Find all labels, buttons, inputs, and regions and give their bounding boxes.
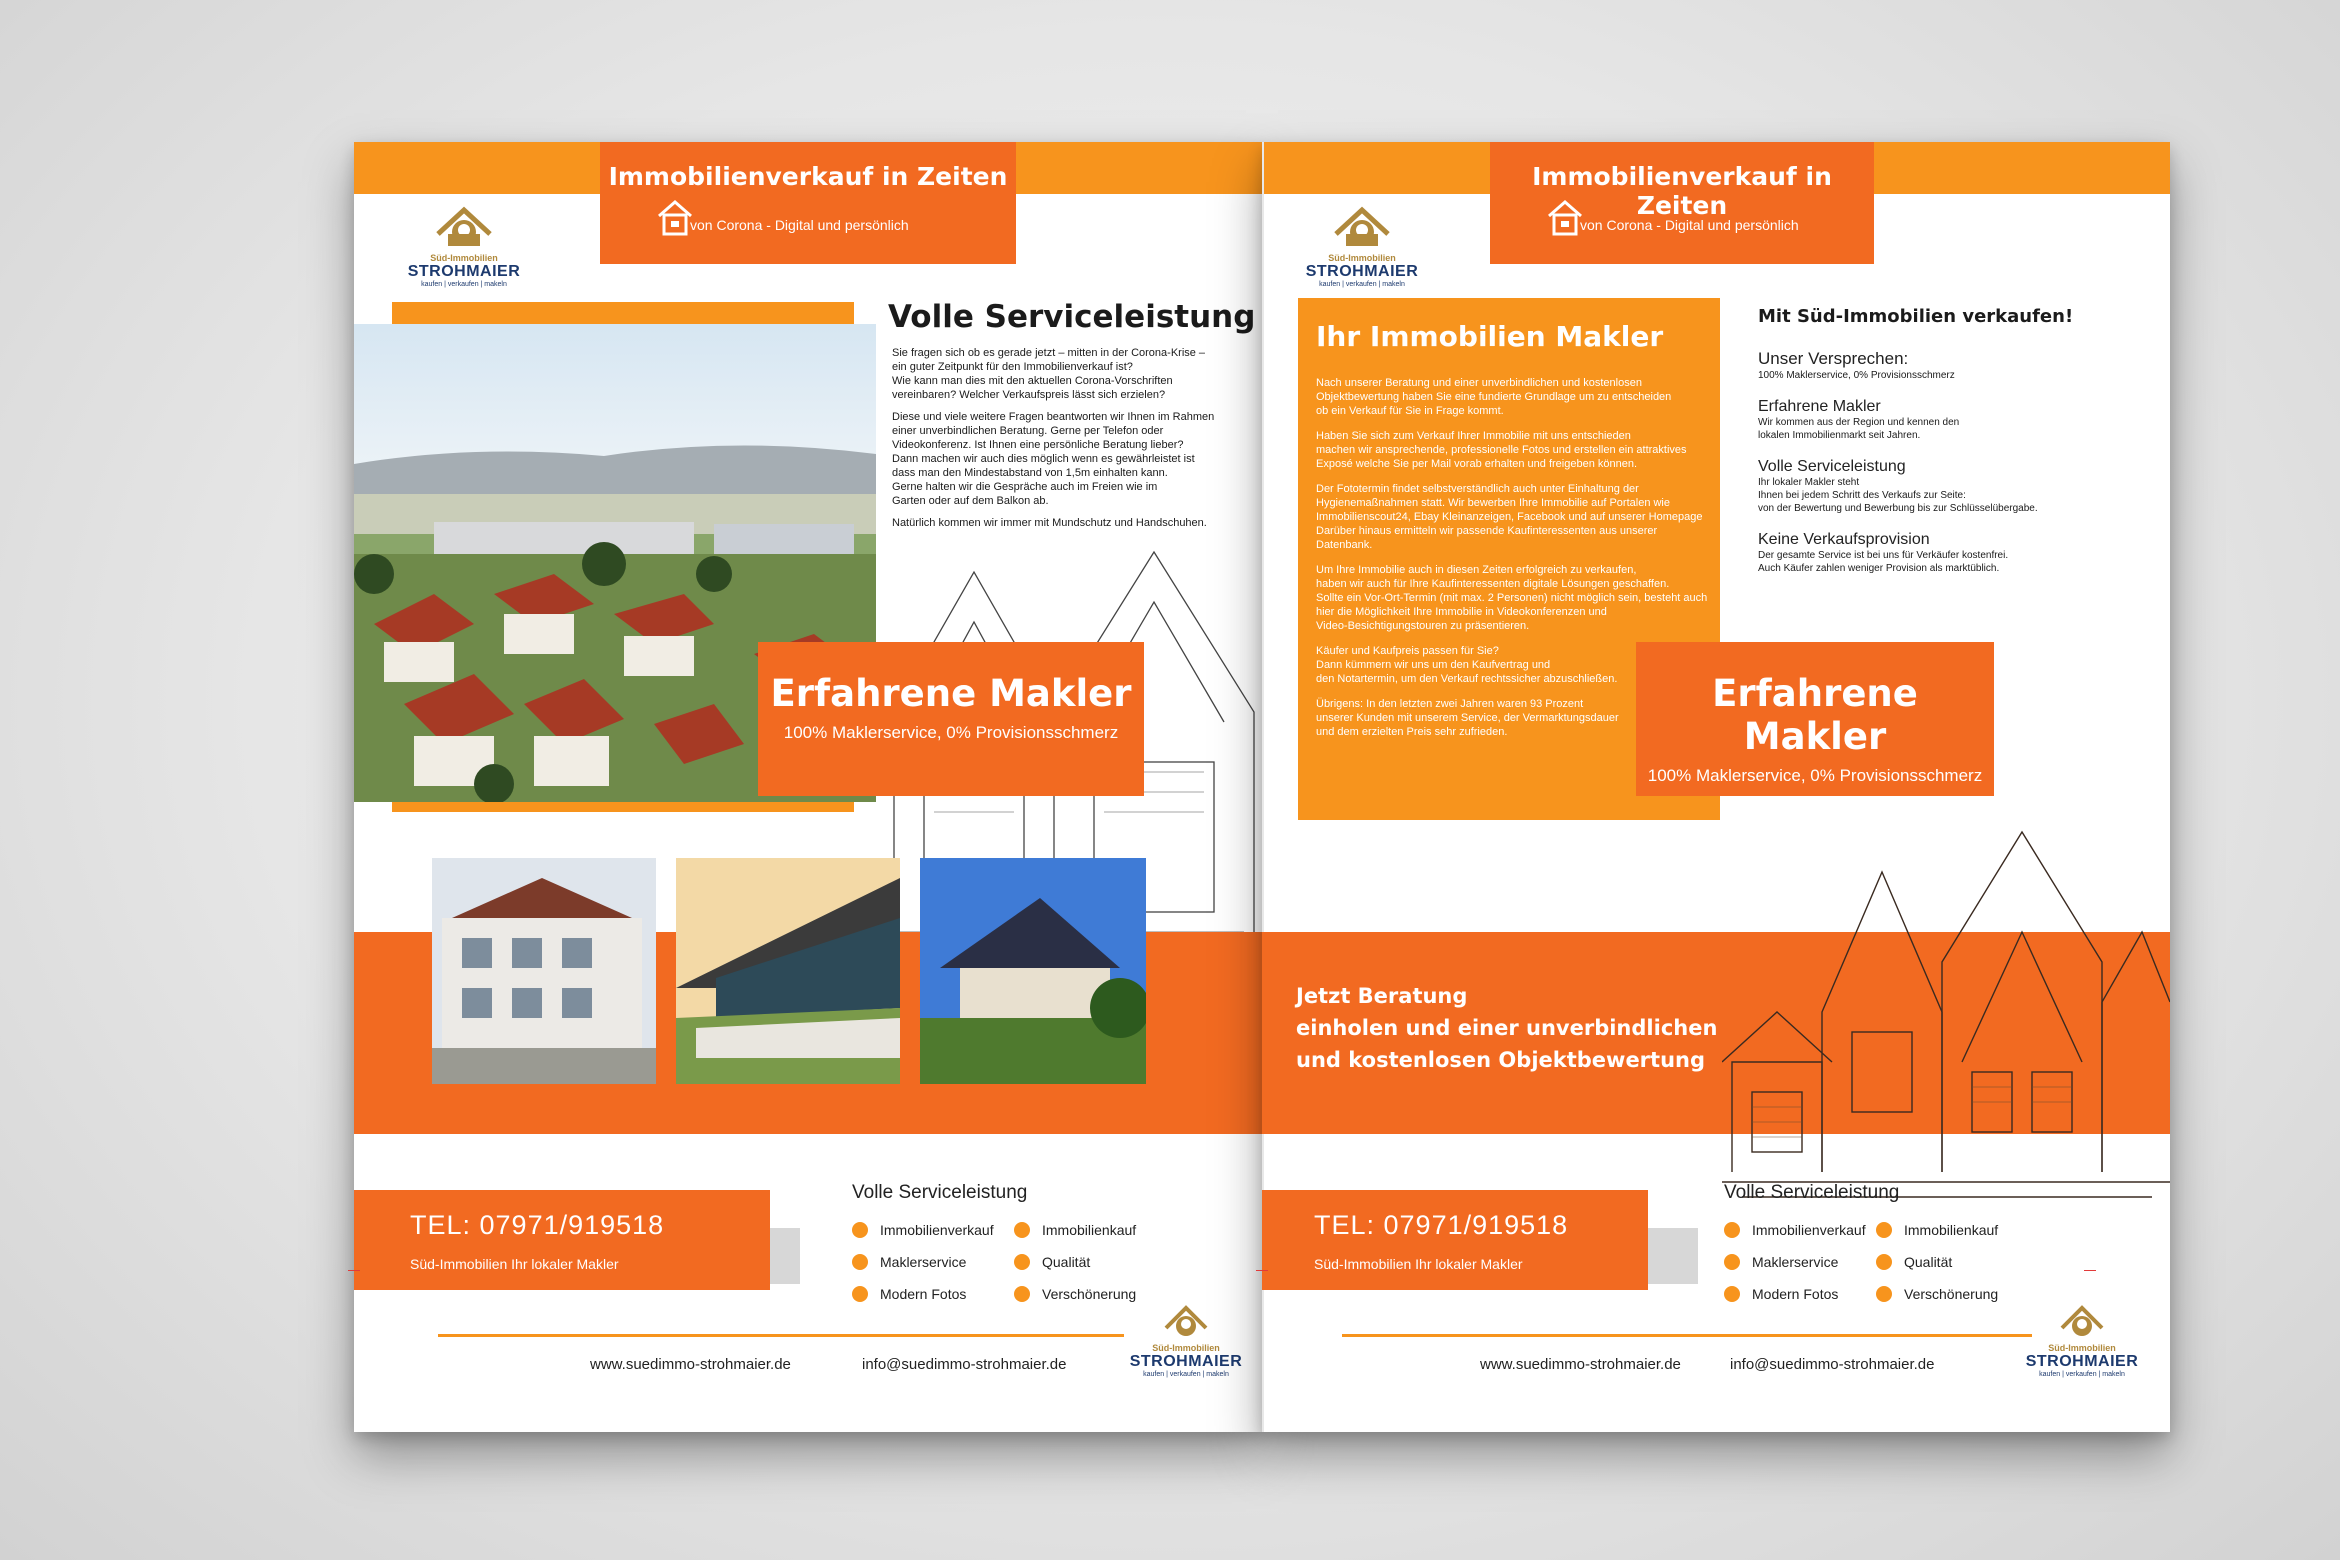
bullet-icon	[1014, 1222, 1030, 1238]
service-item: Verschönerung	[1014, 1284, 1174, 1304]
benefits-heading: Mit Süd-Immobilien verkaufen!	[1758, 306, 2074, 327]
service-item: Immobilienverkauf	[1724, 1220, 1874, 1240]
website-link[interactable]: www.suedimmo-strohmaier.de	[590, 1356, 791, 1373]
website-link[interactable]: www.suedimmo-strohmaier.de	[1480, 1356, 1681, 1373]
flyer-page-left	[354, 142, 1262, 1432]
service-item: Verschönerung	[1876, 1284, 2036, 1304]
bullet-icon	[1014, 1254, 1030, 1270]
logo-tagline: kaufen | verkaufen | makeln	[2039, 1371, 2125, 1378]
phone-subtitle: Süd-Immobilien Ihr lokaler Makler	[1314, 1256, 1523, 1272]
service-item: Modern Fotos	[852, 1284, 1012, 1304]
house-photo-3	[920, 858, 1146, 1084]
info-paragraph-1: Nach unserer Beratung und einer unverbindlichen und kostenlosen Objektbewertung haben Sie eine fundierte Grundlage um zu entscheiden ob ein Verkauf für Sie in Frage kommt.	[1316, 377, 1672, 417]
benefit-title: Keine Verkaufsprovision	[1758, 531, 1930, 548]
makler-subtitle: 100% Maklerservice, 0% Provisionsschmerz	[1647, 766, 1983, 785]
flyer-page-right	[1262, 142, 2170, 1432]
house-photo-2	[676, 858, 900, 1084]
email-link[interactable]: info@suedimmo-strohmaier.de	[862, 1356, 1067, 1373]
house-icon	[656, 198, 694, 238]
service-item: Immobilienkauf	[1014, 1220, 1174, 1240]
bullet-icon	[1724, 1254, 1740, 1270]
header-box	[1490, 142, 1874, 264]
bullet-icon	[1724, 1286, 1740, 1302]
logo-small-text: Süd-Immobilien	[430, 253, 498, 263]
intro-paragraph-1: Sie fragen sich ob es gerade jetzt – mitten in der Corona-Krise – ein guter Zeitpunkt für den Immobilienverkauf ist? Wie kann man dies mit den aktuellen Corona-Vorschriften vereinbaren? Welcher Verkaufspreis lässt sich erzielen?	[892, 347, 1206, 401]
house-sketch	[1722, 812, 2170, 1212]
header-title: Immobilienverkauf in Zeiten	[608, 162, 1008, 191]
makler-subtitle: 100% Maklerservice, 0% Provisionsschmerz	[783, 723, 1119, 742]
bullet-icon	[852, 1254, 868, 1270]
phone-number[interactable]: TEL: 07971/919518	[410, 1210, 665, 1240]
logo-main-text: STROHMAIER	[1305, 263, 1419, 280]
benefit-title: Erfahrene Makler	[1758, 398, 1881, 415]
bullet-icon	[1876, 1254, 1892, 1270]
benefit-item	[1758, 349, 2158, 382]
crop-mark	[1256, 1270, 1268, 1271]
service-item: Qualität	[1876, 1252, 2036, 1272]
section-heading: Volle Serviceleistung	[888, 299, 1256, 335]
logo-house-icon	[2022, 1302, 2142, 1338]
house-icon	[1546, 198, 1584, 238]
logo-small-text: Süd-Immobilien	[1152, 1343, 1220, 1353]
info-box-heading: Ihr Immobilien Makler	[1316, 320, 1664, 353]
logo-house-icon	[404, 204, 524, 248]
benefit-text: Wir kommen aus der Region und kennen den lokalen Immobilienmarkt seit Jahren.	[1758, 417, 1960, 441]
footer-rule	[1342, 1334, 2032, 1337]
footer-logo	[2022, 1302, 2142, 1392]
benefit-title: Volle Serviceleistung	[1758, 458, 1906, 475]
photo-frame-top	[392, 302, 854, 324]
service-item: Qualität	[1014, 1252, 1174, 1272]
service-list-col1	[852, 1220, 1012, 1304]
footer-logo	[1126, 1302, 1246, 1392]
logo-main-text: STROHMAIER	[1129, 1353, 1243, 1370]
intro-paragraph-3: Natürlich kommen wir immer mit Mundschutz und Handschuhen.	[892, 517, 1207, 529]
makler-title: Erfahrene Makler	[1712, 672, 1918, 758]
benefit-item	[1758, 531, 2158, 575]
service-item: Immobilienverkauf	[852, 1220, 1012, 1240]
logo-house-icon	[1126, 1302, 1246, 1338]
benefit-item	[1758, 458, 2158, 515]
logo-tagline: kaufen | verkaufen | makeln	[1143, 1371, 1229, 1378]
makler-box	[758, 642, 1144, 796]
logo-house-icon	[1302, 204, 1422, 248]
intro-text-block	[892, 346, 1232, 530]
info-paragraph-6: Übrigens: In den letzten zwei Jahren waren 93 Prozent unserer Kunden mit unserem Service, der Vermarktungsdauer und dem erzielten Preis sehr zufrieden.	[1316, 698, 1619, 738]
header-subtitle: von Corona - Digital und persönlich	[690, 217, 909, 233]
house-photo-1	[432, 858, 656, 1084]
tel-box[interactable]	[1262, 1190, 1648, 1290]
header-subtitle: von Corona - Digital und persönlich	[1580, 217, 1799, 233]
service-list-col2	[1876, 1220, 2036, 1304]
logo-small-text: Süd-Immobilien	[2048, 1343, 2116, 1353]
service-heading: Volle Serviceleistung	[852, 1182, 1028, 1203]
logo-tagline: kaufen | verkaufen | makeln	[1319, 281, 1405, 288]
cta-text: Jetzt Beratung einholen und einer unverbindlichen und kostenlosen Objektbewertung	[1296, 984, 1718, 1072]
header-box	[600, 142, 1016, 264]
company-logo	[404, 204, 524, 294]
company-logo	[1302, 204, 1422, 294]
bullet-icon	[852, 1222, 868, 1238]
service-heading: Volle Serviceleistung	[1724, 1182, 1900, 1203]
crop-mark	[2084, 1270, 2096, 1271]
service-list-col2	[1014, 1220, 1174, 1304]
info-paragraph-5: Käufer und Kaufpreis passen für Sie? Dann kümmern wir uns um den Kaufvertrag und den Notartermin, um den Verkauf rechtssicher abzuschließen.	[1316, 645, 1618, 685]
logo-main-text: STROHMAIER	[2025, 1353, 2139, 1370]
makler-box	[1636, 642, 1994, 796]
bullet-icon	[1876, 1222, 1892, 1238]
email-link[interactable]: info@suedimmo-strohmaier.de	[1730, 1356, 1935, 1373]
bullet-icon	[1724, 1222, 1740, 1238]
service-item: Maklerservice	[1724, 1252, 1874, 1272]
bullet-icon	[852, 1286, 868, 1302]
logo-tagline: kaufen | verkaufen | makeln	[421, 281, 507, 288]
benefit-title: Unser Versprechen:	[1758, 349, 1909, 368]
info-paragraph-2: Haben Sie sich zum Verkauf Ihrer Immobilie mit uns entschieden machen wir ansprechende, professionelle Fotos und erstellen ein attraktives Exposé welche Sie per Mail vorab erhalten und freigeben können.	[1316, 430, 1687, 470]
service-item: Immobilienkauf	[1876, 1220, 2036, 1240]
service-item: Maklerservice	[852, 1252, 1012, 1272]
info-paragraph-3: Der Fototermin findet selbstverständlich auch unter Einhaltung der Hygienemaßnahmen statt. Wir bewerben Ihre Immobilie auf Portalen wie Immobilienscout24, Ebay Kleinanzeigen, Facebook und auf unserer Homepage Darüber hinaus ermitteln wir passende Kaufinteressenten aus unserer Datenbank.	[1316, 483, 1703, 551]
benefit-text: Der gesamte Service ist bei uns für Verkäufer kostenfrei. Auch Käufer zahlen weniger Provision als marktüblich.	[1758, 550, 2009, 574]
phone-subtitle: Süd-Immobilien Ihr lokaler Makler	[410, 1256, 619, 1272]
logo-small-text: Süd-Immobilien	[1328, 253, 1396, 263]
service-list-col1	[1724, 1220, 1874, 1304]
service-item: Modern Fotos	[1724, 1284, 1874, 1304]
crop-mark	[348, 1270, 360, 1271]
bullet-icon	[1014, 1286, 1030, 1302]
tel-box[interactable]	[354, 1190, 770, 1290]
info-paragraph-4: Um Ihre Immobilie auch in diesen Zeiten erfolgreich zu verkaufen, haben wir auch für Ihre Kaufinteressenten digitale Lösungen geschaffen. Sollte ein Vor-Ort-Termin (mit max. 2 Personen) nicht möglich sein, besteht auch hier die Möglichkeit Ihre Immobilie in Videokonferenzen und Video-Besichtigungstouren zu präsentieren.	[1316, 564, 1708, 632]
makler-title: Erfahrene Makler	[770, 672, 1132, 715]
bullet-icon	[1876, 1286, 1892, 1302]
benefit-item	[1758, 398, 2158, 442]
intro-paragraph-2: Diese und viele weitere Fragen beantworten wir Ihnen im Rahmen einer unverbindlichen Beratung. Gerne per Telefon oder Videokonferenz. Ist Ihnen eine persönliche Beratung lieber? Dann machen wir auch dies möglich wenn es gewährleistet ist dass man den Mindestabstand von 1,5m einhalten kann. Gerne halten wir die Gespräche auch im Freien wie im Garten oder auf dem Balkon ab.	[892, 411, 1215, 507]
phone-number[interactable]: TEL: 07971/919518	[1314, 1210, 1569, 1240]
logo-main-text: STROHMAIER	[407, 263, 521, 280]
benefits-column	[1758, 306, 2158, 575]
benefit-text: 100% Maklerservice, 0% Provisionsschmerz	[1758, 370, 1955, 381]
footer-rule	[438, 1334, 1124, 1337]
benefit-text: Ihr lokaler Makler steht Ihnen bei jedem Schritt des Verkaufs zur Seite: von der Bewertung und Bewerbung bis zur Schlüsselübergabe.	[1758, 477, 2038, 514]
header-title: Immobilienverkauf in Zeiten	[1532, 162, 1832, 220]
